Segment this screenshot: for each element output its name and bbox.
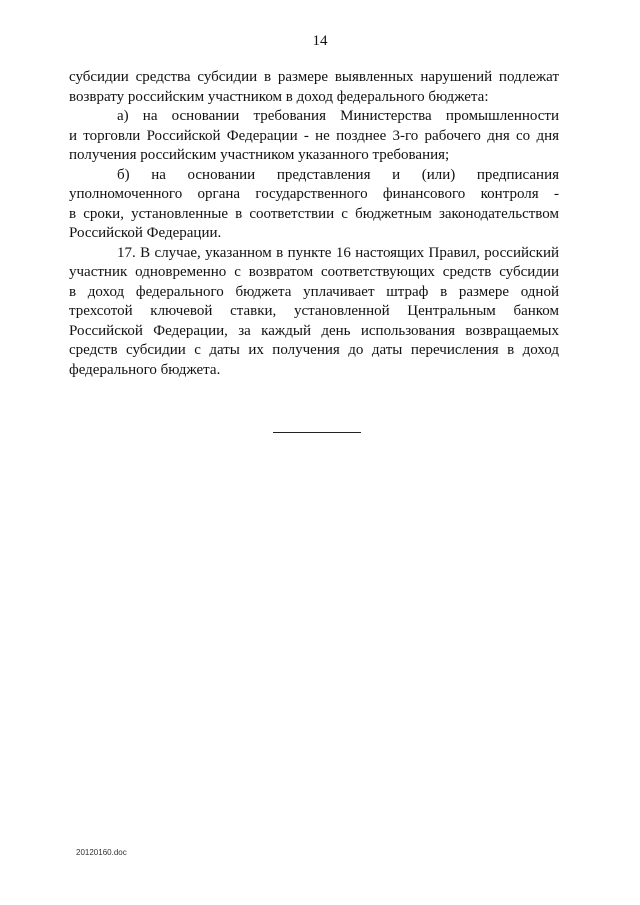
text-line: федерального бюджета. <box>69 361 221 378</box>
text-line: трехсотой ключевой ставки, установленной Центральным банком <box>69 303 559 319</box>
text-line: получения российским участником указанного требования; <box>69 147 450 163</box>
text-line: возврату российским участником в доход федерального бюджета: <box>69 88 489 105</box>
text-line: участник одновременно с возвратом соответствующих средств субсидии <box>69 264 559 280</box>
text-line: а) на основании требования Министерства промышленности <box>117 108 559 124</box>
text-line: средств субсидии с даты их получения до даты перечисления в доход <box>69 342 559 358</box>
text-line: Российской Федерации, за каждый день использования возвращаемых <box>69 322 559 339</box>
text-line: в доход федерального бюджета уплачивает штраф в размере одной <box>69 283 559 300</box>
end-separator-line <box>273 432 361 433</box>
text-line: субсидии средства субсидии в размере выявленных нарушений подлежат <box>69 69 559 85</box>
text-line: уполномоченного органа государственного финансового контроля - <box>69 186 559 202</box>
footer-filename: 20120160.doc <box>76 848 127 857</box>
text-line: в сроки, установленные в соответствии с бюджетным законодательством <box>69 205 559 222</box>
text-line: и торговли Российской Федерации - не позднее 3-го рабочего дня со дня <box>69 127 559 144</box>
page-number: 14 <box>312 33 328 49</box>
text-line: Российской Федерации. <box>69 225 222 241</box>
text-line: б) на основании представления и (или) предписания <box>117 166 559 183</box>
document-body <box>69 68 559 380</box>
text-line: 17. В случае, указанном в пункте 16 настоящих Правил, российский <box>117 244 559 261</box>
